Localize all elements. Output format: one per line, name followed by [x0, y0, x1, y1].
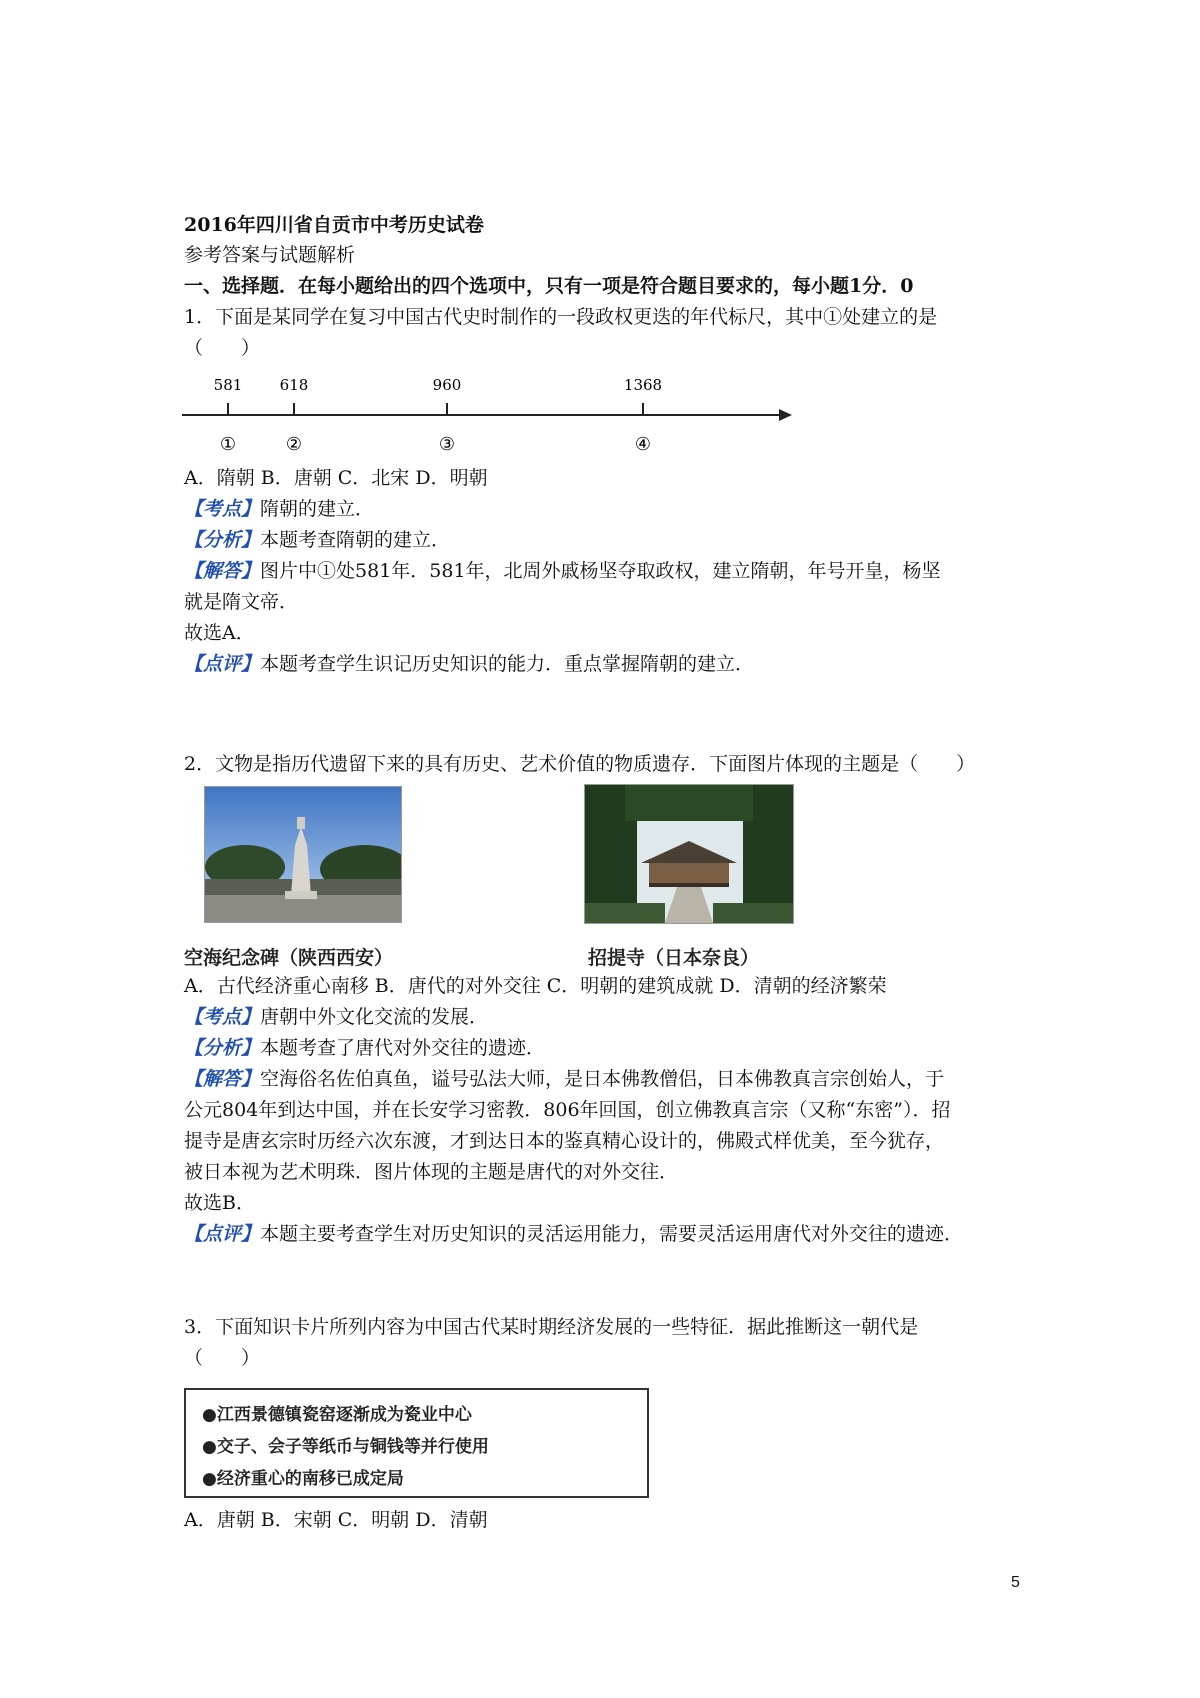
q1-fenxi — [184, 526, 450, 554]
timeline-marker-1: ① — [219, 434, 237, 455]
fenxi-tag: 【分析】 — [184, 529, 261, 551]
q1-dianping-text: 本题考查学生识记历史知识的能力．重点掌握隋朝的建立． — [260, 653, 755, 675]
q1-options: A．隋朝 B．唐朝 C．北宋 D．明朝 — [184, 467, 488, 489]
q2-dianping-text: 本题主要考查学生对历史知识的灵活运用能力，需要灵活运用唐代对外交往的遗迹． — [260, 1223, 964, 1245]
kaodian-tag: 【考点】 — [184, 498, 261, 520]
q1-dianping — [184, 650, 754, 678]
q3-stem-line2: （ ） — [184, 1347, 261, 1369]
q1-kaodian-text: 隋朝的建立． — [260, 498, 375, 520]
q2-dianping — [184, 1220, 963, 1248]
jieda-tag: 【解答】 — [184, 560, 261, 582]
page-subtitle: 参考答案与试题解析 — [184, 244, 356, 266]
caption-toshodaiji: 招提寺（日本奈良） — [588, 947, 760, 969]
dianping-tag: 【点评】 — [184, 653, 261, 675]
q2-kaodian-text: 唐朝中外文化交流的发展． — [260, 1006, 489, 1028]
timeline-marker-2: ② — [285, 434, 303, 455]
q2-jieda-text: 空海俗名佐伯真鱼，谥号弘法大师，是日本佛教僧侣，日本佛教真言宗创始人，于 — [260, 1068, 945, 1090]
q2-jieda — [184, 1065, 944, 1093]
knowledge-card — [184, 1388, 649, 1498]
card-item-1: ●江西景德镇瓷窑逐渐成为瓷业中心 — [202, 1405, 472, 1425]
page-number: 5 — [1011, 1574, 1020, 1591]
q1-stem-line2: （ ） — [184, 337, 261, 359]
q1-fenxi-text: 本题考查隋朝的建立． — [260, 529, 451, 551]
jieda-tag: 【解答】 — [184, 1068, 261, 1090]
dianping-tag: 【点评】 — [184, 1223, 261, 1245]
timeline-arrow — [779, 409, 792, 421]
fenxi-tag: 【分析】 — [184, 1037, 261, 1059]
timeline-year-3: 960 — [432, 376, 462, 394]
timeline-year-4: 1368 — [623, 376, 663, 394]
timeline-year-1: 581 — [213, 376, 243, 394]
section-heading: 一、选择题．在每小题给出的四个选项中，只有一项是符合题目要求的，每小题1分．0 — [184, 275, 914, 297]
q2-answer: 故选B． — [184, 1192, 255, 1214]
q2-fenxi-text: 本题考查了唐代对外交往的遗迹． — [260, 1037, 546, 1059]
q2-jieda-line3: 提寺是唐玄宗时历经六次东渡，才到达日本的鉴真精心设计的，佛殿式样优美，至今犹存， — [184, 1130, 945, 1152]
timeline-marker-3: ③ — [438, 434, 456, 455]
q1-answer: 故选A． — [184, 622, 255, 644]
q1-kaodian — [184, 495, 374, 523]
q1-jieda — [184, 557, 941, 585]
toshodaiji-temple-photo — [584, 784, 794, 924]
q1-timeline — [176, 370, 796, 460]
caption-kukai: 空海纪念碑（陕西西安） — [184, 947, 394, 969]
card-item-2: ●交子、会子等纸币与铜钱等并行使用 — [202, 1437, 489, 1457]
q2-fenxi — [184, 1034, 545, 1062]
q1-stem-line1: 1．下面是某同学在复习中国古代史时制作的一段政权更迭的年代标尺，其中①处建立的是 — [184, 306, 938, 328]
page-title: 2016年四川省自贡市中考历史试卷 — [184, 214, 484, 236]
q2-options: A．古代经济重心南移 B．唐代的对外交往 C．明朝的建筑成就 D．清朝的经济繁荣 — [184, 975, 887, 997]
kukai-monument-photo — [204, 786, 402, 923]
q2-jieda-line2: 公元804年到达中国，并在长安学习密教．806年回国，创立佛教真言宗（又称“东密”）．招 — [184, 1099, 951, 1121]
q2-jieda-line4: 被日本视为艺术明珠．图片体现的主题是唐代的对外交往． — [184, 1161, 679, 1183]
kaodian-tag: 【考点】 — [184, 1006, 261, 1028]
q1-jieda-text: 图片中①处581年．581年，北周外戚杨坚夺取政权，建立隋朝，年号开皇，杨坚 — [260, 560, 941, 582]
q3-options: A．唐朝 B．宋朝 C．明朝 D．清朝 — [184, 1509, 488, 1531]
timeline-year-2: 618 — [279, 376, 309, 394]
q2-kaodian — [184, 1003, 488, 1031]
timeline-marker-4: ④ — [634, 434, 652, 455]
q3-stem-line1: 3．下面知识卡片所列内容为中国古代某时期经济发展的一些特征．据此推断这一朝代是 — [184, 1316, 919, 1338]
card-item-3: ●经济重心的南移已成定局 — [202, 1469, 404, 1489]
q1-jieda-line2: 就是隋文帝． — [184, 591, 299, 613]
q2-stem: 2．文物是指历代遗留下来的具有历史、艺术价值的物质遗存．下面图片体现的主题是（ ） — [184, 753, 976, 775]
